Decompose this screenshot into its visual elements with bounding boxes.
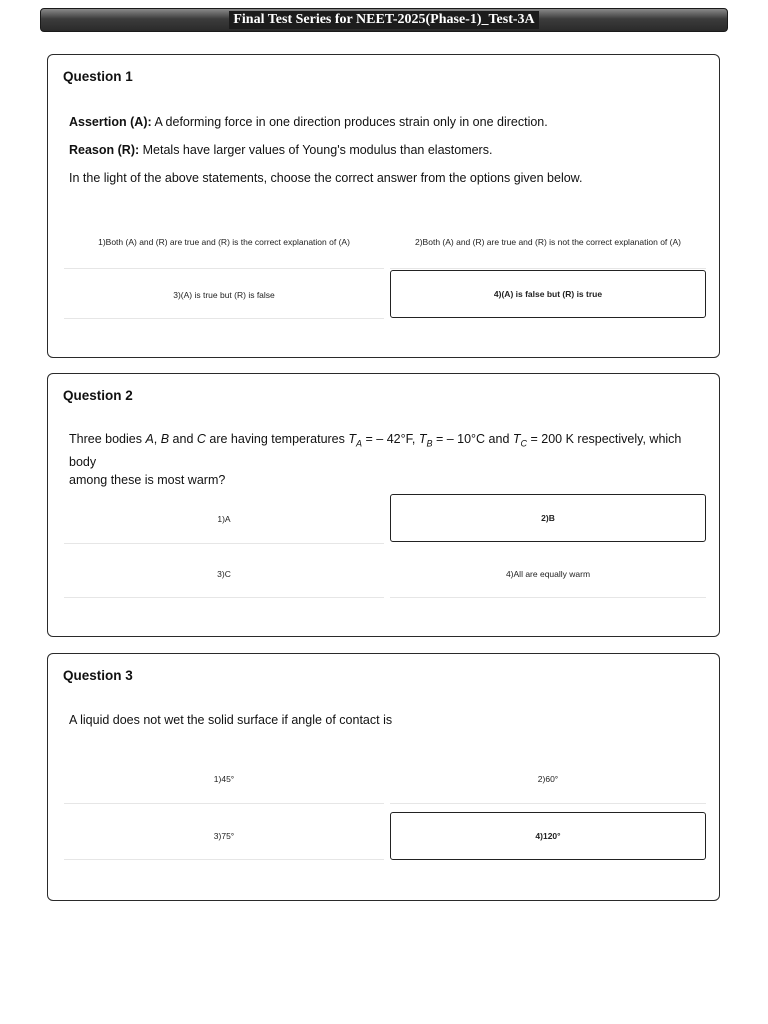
temp-c-symbol: T <box>512 432 521 446</box>
temp-b-subscript: B <box>426 438 433 449</box>
question-text-line2: among these is most warm? <box>69 472 226 487</box>
text-part: , <box>153 432 161 446</box>
assertion-text: A deforming force in one direction produces strain only in one direction. <box>151 115 548 129</box>
variable-b: B <box>160 432 170 446</box>
option-1[interactable]: 1)A <box>64 494 384 544</box>
text-part: Three bodies <box>69 432 146 446</box>
test-title: Final Test Series for NEET-2025(Phase-1)_Test-3A <box>229 11 538 29</box>
question-text <box>69 430 709 489</box>
instruction-text: In the light of the above statements, choose the correct answer from the options given below. <box>69 171 583 185</box>
question-text: A liquid does not wet the solid surface if angle of contact is <box>69 713 393 727</box>
reason-text: Metals have larger values of Young's modulus than elastomers. <box>139 143 493 157</box>
option-3[interactable]: 3)75° <box>64 812 384 860</box>
option-2-selected[interactable]: 2)B <box>390 494 706 542</box>
question-card-1 <box>47 54 720 358</box>
option-1[interactable]: 1)Both (A) and (R) are true and (R) is the correct explanation of (A) <box>64 215 384 269</box>
option-4-selected[interactable]: 4)120° <box>390 812 706 860</box>
text-part: are having temperatures <box>205 432 349 446</box>
temp-c-subscript: C <box>520 438 528 449</box>
question-title: Question 3 <box>63 668 133 683</box>
question-card-2 <box>47 373 720 637</box>
temp-a-symbol: T <box>348 432 357 446</box>
option-3[interactable]: 3)C <box>64 550 384 598</box>
temp-a-value: = – 42°F, <box>362 432 419 446</box>
assertion-label: Assertion (A): <box>69 115 152 129</box>
option-4-selected[interactable]: 4)(A) is false but (R) is true <box>390 270 706 318</box>
option-3[interactable]: 3)(A) is true but (R) is false <box>64 271 384 319</box>
temp-b-symbol: T <box>418 432 427 446</box>
text-part: and <box>169 432 197 446</box>
option-1[interactable]: 1)45° <box>64 754 384 804</box>
question-title: Question 1 <box>63 69 133 84</box>
temp-b-value: = – 10°C and <box>432 432 513 446</box>
test-header-bar <box>40 8 728 32</box>
assertion-statement <box>69 113 548 131</box>
question-title: Question 2 <box>63 388 133 403</box>
option-2[interactable]: 2)Both (A) and (R) are true and (R) is not the correct explanation of (A) <box>390 215 706 269</box>
reason-statement <box>69 141 492 159</box>
option-4[interactable]: 4)All are equally warm <box>390 550 706 598</box>
temp-a-subscript: A <box>356 438 363 449</box>
variable-a: A <box>145 432 154 446</box>
reason-label: Reason (R): <box>69 143 140 157</box>
variable-c: C <box>196 432 206 446</box>
option-2[interactable]: 2)60° <box>390 754 706 804</box>
temp-c-value: = 200 K respectively, which body <box>69 432 682 469</box>
question-card-3 <box>47 653 720 901</box>
